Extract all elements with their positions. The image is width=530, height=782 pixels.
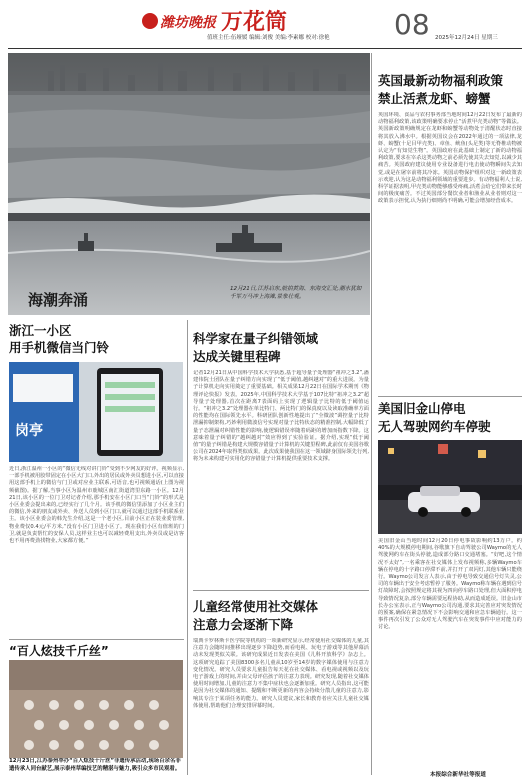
article-headline [193,330,369,366]
article-body: 瑞典卡罗林斯卡医学院等机构的一项新研究显示,经常使用社交媒体的儿童,其注意力会随时间推移出现逐步下降趋势,而看电视、玩电子游戏等其他屏幕活动未发现类似关联。该研究成果近日发表在美国《儿科开放科学》杂志上。这项研究追踪了美国8300多名儿童从10岁至14岁的数字媒体使用与注意力变化情况。研究人员要求儿童报告每天花在社交媒体、看电视或视频以及玩电子游戏上的时间,并由父母评估孩子的注意力表现。研究发现,随着社交媒体使用时间增加,儿童的注意力不集中症状也会逐渐加重。研究人员指出,这可能是因为社交媒体的通知、提醒和不断更新的内容会持续分散儿童的注意力,影响其专注于某项任务的能力。研究人员建议,家长和教育者应关注儿童社交媒体使用,帮助他们合理安排屏幕时间。 [193,638,369,709]
newspaper-logo-icon [142,13,158,29]
article-headline [378,400,523,436]
masthead-rule [8,48,522,49]
headline-line: 儿童经常使用社交媒体 [193,599,319,614]
article-headline [378,72,523,108]
headline-line: 注意力会逐渐下降 [193,617,294,632]
intercom-photo [9,362,183,462]
headline-line: 科学家在量子纠错领域 [193,331,319,346]
street-photo [378,440,522,534]
article-body: 英国环境、食品与农村事务部当地时间12月22日发布了最新的动物福利政策,该政策明确要求停止“活煮甲壳类动物”等做法。英国新政策明确规定在龙虾和螃蟹等动物处于清醒状态时直接将其放入沸水中。根据英国议会在2022年通过的一项法律,龙虾、螃蟹(十足目甲壳类)、章鱼、鱿鱼(头足类)等无脊椎动物被认定为“有知觉生物”。英国政府在此基础上制定了新的动物福利政策,要求在宰杀这类动物之前必须先使其失去知觉,以减少其痛苦。英国政府建议使用专业设备进行电击使动物瞬间失去知觉,或是在屠宰前将其冷冻。英国动物保护组织对这一新政策表示欢迎,认为这是动物福利领域的重要进步。有动物福利人士说,科学证据表明,甲壳类动物能够感受疼痛,活煮会给它们带来长时间的极度痛苦。不过英国部分餐饮业者和渔业从业者则对这一政策表示担忧,认为执行细则尚不明确,可能会增加经营成本。 [378,112,522,205]
section-rule [378,396,522,397]
photo-feature-caption: 12月21日,江苏启东,航拍黄海、东海交汇处,潮水犹如千军万马冲上海滩,景象壮观。 [230,286,362,300]
headline-line: 无人驾驶网约车停驶 [378,419,491,434]
headline-line: 禁止活煮龙虾、螃蟹 [378,91,491,106]
headline-line: 达成关键里程碑 [193,349,281,364]
article-headline: “百人炫技千斤丝” [9,644,109,658]
photo-caption: 12月23日,江苏泰州举办“百人炫技千斤丝”非遗传承活动,现场百余名非遗传承人同台献艺,展示泰州草编技艺的精湛与魅力,吸引众多市民观看。 [9,758,181,772]
article-headline [9,322,184,356]
crafts-photo [9,660,183,758]
sign-text: 岗亭 [15,423,43,439]
photo-feature-headline: 海潮奔涌 [28,291,89,309]
section-title: 万花筒 [221,9,288,35]
headline-line: 英国最新动物福利政策 [378,73,504,88]
headline-line: 浙江一小区 [9,323,72,338]
column-divider [187,320,188,775]
column-divider [371,53,372,775]
paper-name: 潍坊晚报 [160,15,216,31]
street-photo-art [378,440,522,534]
article-headline [193,598,369,634]
crafts-photo-art [9,660,183,758]
headline-line: 用手机微信当门铃 [9,340,110,355]
article-body: 记者12月21日从中国科学技术大学获悉,基于超导量子处理器“祖冲之3.2”,潘建伟院士团队在量子纠错方向实现了“低于阈值,越纠越对”的重大进展。为量子计算机走向实用奠定了重要基础。相关成果12月22日在国际学术期刊《物理评论快报》发表。2025年,中国科学技术大学基于107比特“祖冲之3.2”超导量子处理器,首次在距离7表面码上实现了逻辑量子比特的低于阈值运行。“祖冲之3.2”处理器在单比特门、两比特门的保真度以及读取准确率方面的性能均在国际领先水平。科研团队创新性地提出了“全微波”调控量子比特泄漏抑制架构,巧妙利用微波信号实现对量子比特状态的精准控制,大幅降低了量子态泄漏对纠错性能的影响,使逻辑错误率随着码距的增加而指数下降。这意味着量子纠错的“越纠越对”效应得到了实验验证。据介绍,实现“低于阈值”的量子纠错是构建大规模容错量子计算机的关键里程碑,此前仅有美国谷歌公司在2024年取得类似成果。此次成果使我国在这一领域跻身国际领先行列,将为未来构建可实用化的容错量子计算机提供重要技术支撑。 [193,370,369,463]
issue-date: 2025年12月24日 星期三 [435,35,498,41]
section-rule [193,590,369,591]
section-rule [9,639,184,640]
article-body: 近日,浙江温州一小区的“微信无线对讲门铃”受到不少网友的好评。视频显示,一部手机被用胶带固定在小区大门口,外出的居民或外卖员想进小区,可以直接用这部手机上的微信与门卫或对应业主联系,可语音,也可视频通话(上图为视频截图)。据了解,当事小区为温州市鹿城区南汇街道湾里东路一小区。12月21日,该小区的一位门卫对记者介绍,那手机安在小区门口当“门铃”的形式是小区业委会提出来的,已经实行了几个月。该手机的微信里添加了小区业主们的微信,外来的朋友或外卖、外送人员到小区门口,就可以通过这部手机联系业主。该小区业委会的韩先生介绍,这是一个老小区,目前小区正在装业委管理,物业费仅0.4元/平方米,“没有小区门卫进小区了。现在我们小区有值班的门卫,就是负责帮忙的安保人员,这样业主也可以减轻费用支出,外卖员或是访客也不用再费劲找物业,大家都方便。” [9,466,184,545]
page-number: 08 [394,8,430,41]
credits: 值班主任:伍娅媛 编辑:刘俊 美编:李素娜 校对:徐艳 [207,35,330,41]
photo-feature [8,53,370,315]
sea-tide-photo [8,53,370,315]
article-body: 美国旧金山当地时间12月20日停电事故影响约13万户。约40%的大规模停电期间,谷歌旗下自动驾驶公司Waymo的无人驾驶网约车在街头停驶,造成部分路口交通堵塞。“好吧,这个情况不太好”,一名乘客在社交媒体上发布视频称,多辆Waymo车辆在停电的十字路口停滞不前,并打开了双闪灯,其他车辆只能绕行。Waymo公司发言人表示,由于停电导致交通信号灯失灵,公司的车辆出于安全考虑暂停了服务。Waymo称车辆在遇到信号灯故障时,会按照规定将其视为四向停车路口处理,但大面积停电导致情况复杂,部分车辆需要远程协助,从而造成延误。旧金山市长办公室表示,正与Waymo公司沟通,要求其完善应对突发情况的预案,确保在紧急情况下不会影响交通和应急车辆通行。这一事件再次引发了公众对无人驾驶汽车在突发事件中应对能力的讨论。 [378,538,522,631]
masthead [0,0,530,50]
headline-line: 美国旧金山停电 [378,401,466,416]
source-credit: 本报综合新华社等报道 [430,772,486,778]
